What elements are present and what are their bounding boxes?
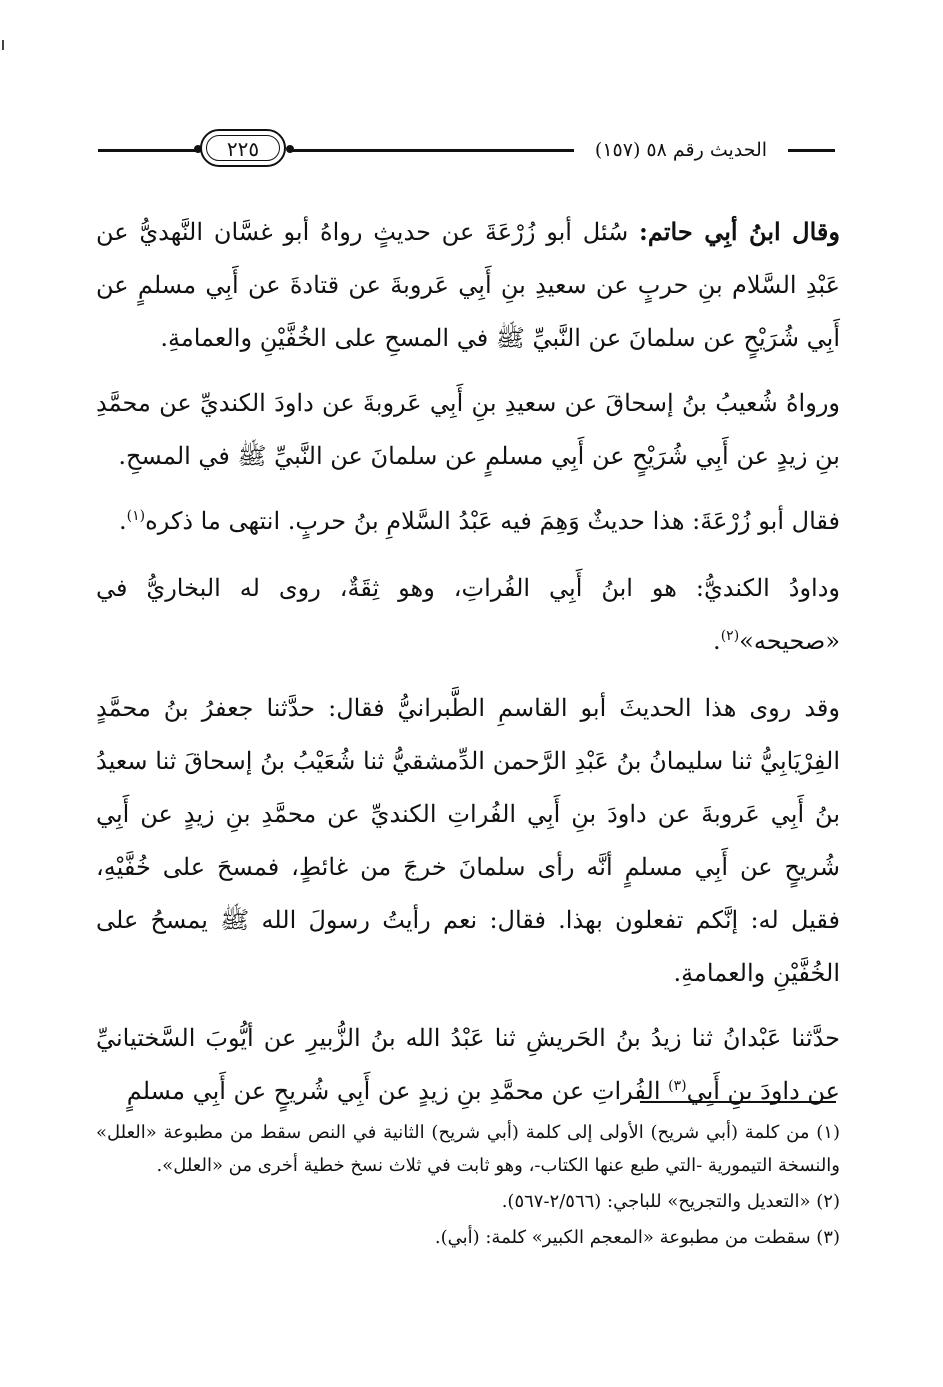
paragraph — [96, 562, 840, 668]
scan-margin-mark — [2, 40, 4, 50]
header-rule-middle — [288, 149, 574, 152]
paragraph-text-end: . — [713, 627, 721, 655]
paragraph-text: سُئل أبو زُرْعَةَ عن حديثٍ رواهُ أبو غسَّان النَّهديُّ عن عَبْدِ السَّلام بنِ حربٍ عن سعيدِ بنِ أَبِي عَروبةَ عن قتادةَ عن أَبِي مسلمٍ عن أَبِي شُرَيْحٍ عن سلمانَ عن النَّبيِّ ﷺ في المسحِ على الخُفَّيْنِ والعمامةِ. — [96, 218, 840, 352]
paragraph-lead: وقال ابنُ أبِي حاتم: — [639, 217, 840, 246]
paragraph — [96, 377, 840, 483]
page-number-badge — [200, 129, 286, 167]
running-title: الحديث رقم ٥٨ (١٥٧) — [594, 139, 768, 161]
footnote: (٢) «التعديل والتجريح» للباجي: (٢/٥٦٦-٥٦٧). — [501, 1191, 840, 1212]
footnote-separator — [640, 1101, 836, 1103]
paragraph-text-end: . — [119, 507, 127, 535]
paragraph-text: وداودُ الكنديُّ: هو ابنُ أَبِي الفُراتِ، وهو ثِقَةٌ، روى له البخاريُّ في «صحيحه» — [96, 574, 840, 655]
page-number: ٢٢٥ — [226, 137, 260, 161]
paragraph — [96, 205, 840, 365]
footnote: (٣) سقطت من مطبوعة «المعجم الكبير» كلمة: (أبي). — [434, 1227, 840, 1248]
footnote-marker: (١) — [126, 508, 146, 524]
main-text — [96, 205, 840, 1130]
paragraph-text: فقال أبو زُرْعَةَ: هذا حديثٌ وَهِمَ فيه عَبْدُ السَّلامِ بنُ حربٍ. انتهى ما ذكره — [145, 507, 840, 535]
paragraph-text: ورواهُ شُعيبُ بنُ إسحاقَ عن سعيدِ بنِ أَبِي عَروبةَ عن داودَ الكنديِّ عن محمَّدِ بنِ زيدٍ عن أَبِي شُرَيْحٍ عن أَبِي مسلمٍ عن سلمانَ عن النَّبيِّ ﷺ في المسحِ. — [96, 389, 840, 470]
header-rule-right — [788, 149, 835, 152]
paragraph-text: حدَّثنا عَبْدانُ ثنا زيدُ بنُ الحَريشِ ثنا عَبْدُ الله بنُ الزُّبيرِ عن أيُّوبَ السَّختيانيِّ عن داودَ بنِ أَبِي — [96, 1024, 840, 1105]
footnote-marker: (٢) — [720, 628, 740, 644]
footnote: (١) من كلمة (أبي شريح) الأولى إلى كلمة (أبي شريح) الثانية في النص سقط من مطبوعة «العلل» والنسخة التيمورية -التي طبع عنها الكتاب-، وهو ثابت في ثلاث نسخ خطية أخرى من «العلل». — [96, 1122, 840, 1176]
header-rule-left — [98, 149, 198, 152]
footnotes — [96, 1116, 840, 1257]
paragraph — [96, 495, 840, 548]
paragraph — [96, 682, 840, 1000]
paragraph-text: وقد روى هذا الحديثَ أبو القاسمِ الطَّبرانيُّ فقال: حدَّثنا جعفرُ بنُ محمَّدٍ الفِرْيَابِيُّ ثنا سليمانُ بنُ عَبْدِ الرَّحمن الدِّمشقيُّ ثنا شُعَيْبُ بنُ إسحاقَ ثنا سعيدُ بنُ أَبِي عَروبةَ عن داودَ بنِ أَبِي الفُراتِ الكنديِّ عن محمَّدِ بنِ زيدٍ عن أَبِي شُريحٍ عن أَبِي مسلمٍ أنَّه رأى سلمانَ خرجَ من غائطٍ، فمسحَ على خُفَّيْهِ، فقيل له: إنَّكم تفعلون بهذا. فقال: نعم رأيتُ رسولَ الله ﷺ يمسحُ على الخُفَّيْنِ والعمامةِ. — [96, 694, 840, 987]
footnote-marker: (٣) — [668, 1078, 687, 1094]
paragraph-text-end: الفُراتِ عن محمَّدِ بنِ زيدٍ عن أَبِي شُريحٍ عن أَبِي مسلمٍ — [126, 1077, 669, 1105]
